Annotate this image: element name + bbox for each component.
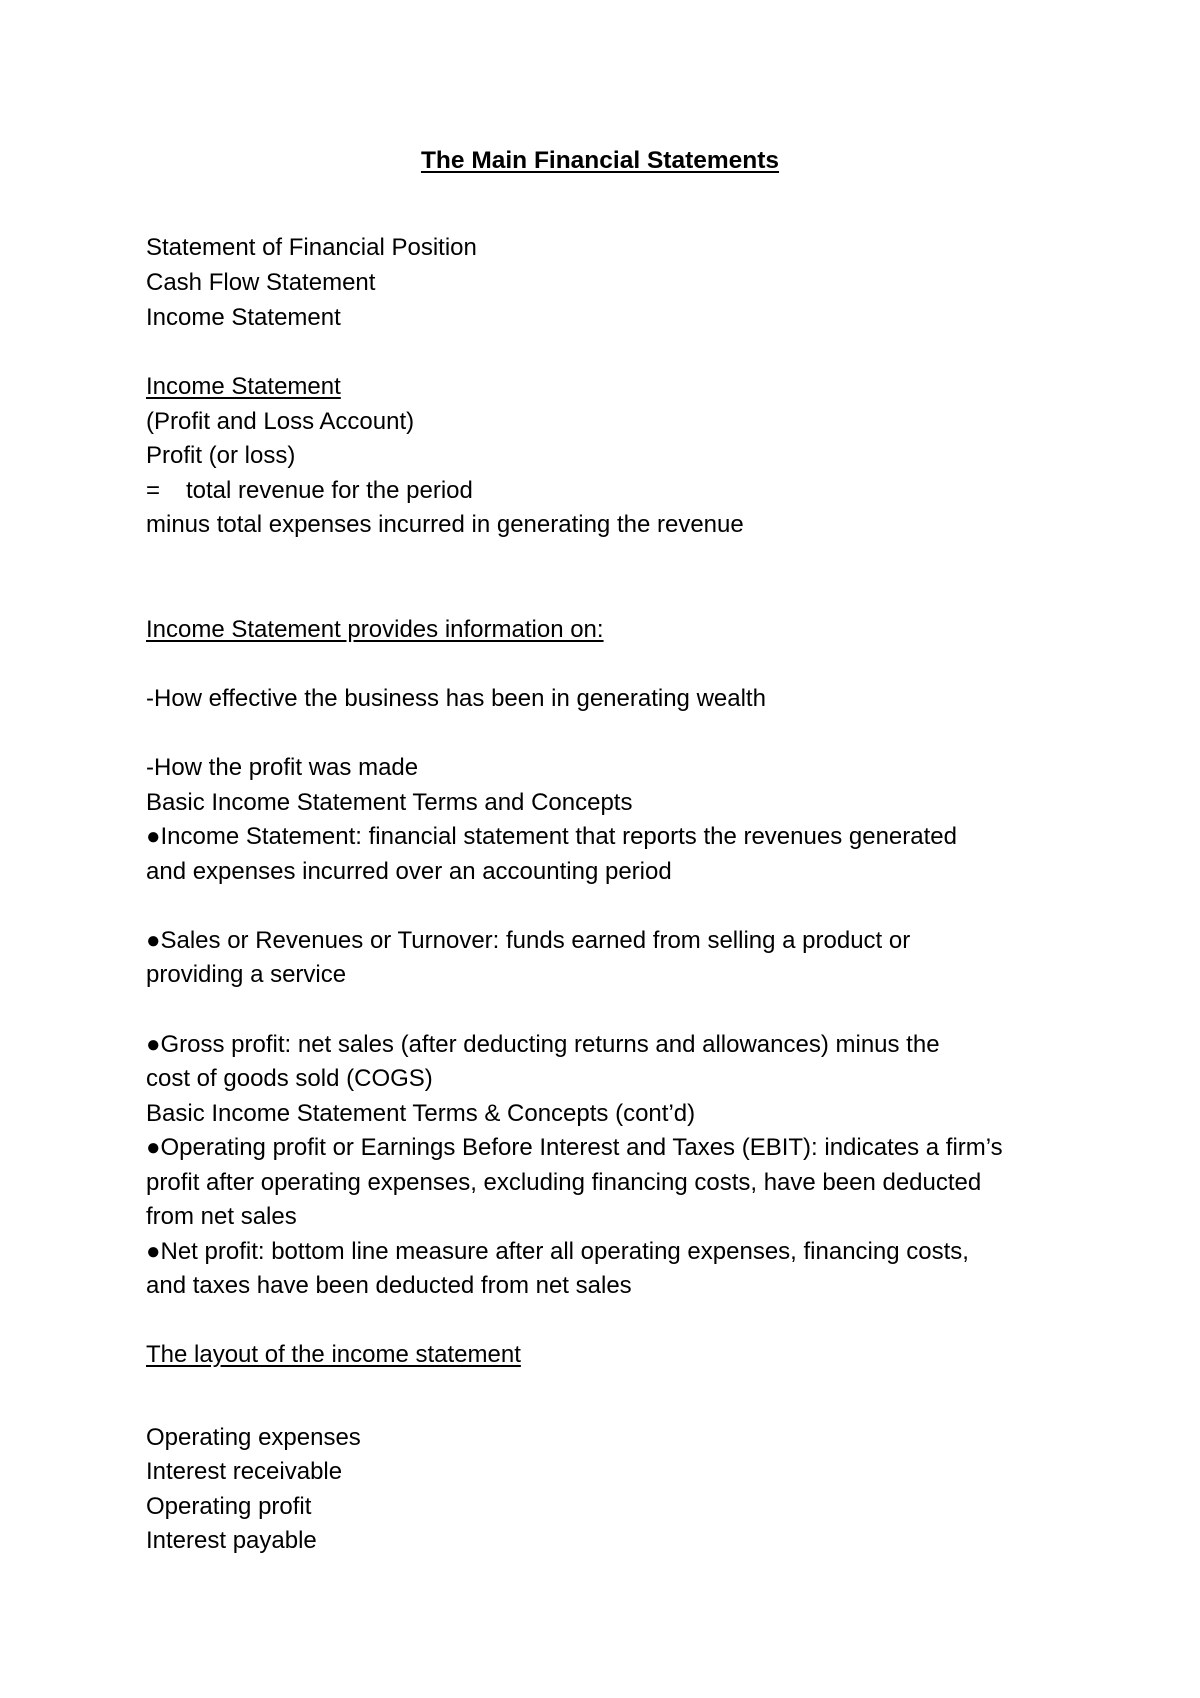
terms-contd-heading: Basic Income Statement Terms & Concepts (cont’d) [146, 1100, 696, 1127]
equals-text: total revenue for the period [186, 477, 473, 504]
income-statement-heading: Income Statement [146, 373, 341, 400]
info-point-profit: -How the profit was made [146, 754, 419, 781]
term-operating-profit-line-1: ●Operating profit or Earnings Before Interest and Taxes (EBIT): indicates a firm’s [146, 1134, 1003, 1161]
terms-heading: Basic Income Statement Terms and Concepts [146, 789, 633, 816]
info-point-wealth: -How effective the business has been in generating wealth [146, 685, 766, 712]
minus-expenses-line: minus total expenses incurred in generating the revenue [146, 511, 744, 538]
term-net-profit-line-2: and taxes have been deducted from net sales [146, 1272, 632, 1299]
term-gross-profit-line-1: ●Gross profit: net sales (after deducting returns and allowances) minus the [146, 1031, 940, 1058]
equals-sign: = [146, 477, 161, 504]
profit-label: Profit (or loss) [146, 442, 296, 469]
term-sales-line-2: providing a service [146, 961, 347, 988]
term-operating-profit-line-2: profit after operating expenses, excluding financing costs, have been deducted [146, 1169, 982, 1196]
income-statement-subheading: (Profit and Loss Account) [146, 408, 415, 435]
layout-section-heading: The layout of the income statement [146, 1341, 521, 1368]
layout-item-operating-profit: Operating profit [146, 1493, 312, 1520]
layout-item-operating-expenses: Operating expenses [146, 1424, 361, 1451]
term-income-statement-line-2: and expenses incurred over an accounting period [146, 858, 672, 885]
profit-equation-line [146, 476, 473, 506]
statement-item-cash-flow: Cash Flow Statement [146, 269, 376, 296]
statement-item-financial-position: Statement of Financial Position [146, 234, 477, 261]
statement-item-income: Income Statement [146, 304, 341, 331]
term-net-profit-line-1: ●Net profit: bottom line measure after all operating expenses, financing costs, [146, 1238, 969, 1265]
term-income-statement-line-1: ●Income Statement: financial statement that reports the revenues generated [146, 823, 957, 850]
term-gross-profit-line-2: cost of goods sold (COGS) [146, 1065, 433, 1092]
term-sales-line-1: ●Sales or Revenues or Turnover: funds earned from selling a product or [146, 927, 911, 954]
layout-item-interest-payable: Interest payable [146, 1527, 317, 1554]
document-title: The Main Financial Statements [420, 147, 780, 174]
info-section-heading: Income Statement provides information on: [146, 616, 604, 643]
layout-item-interest-receivable: Interest receivable [146, 1458, 343, 1485]
term-operating-profit-line-3: from net sales [146, 1203, 297, 1230]
